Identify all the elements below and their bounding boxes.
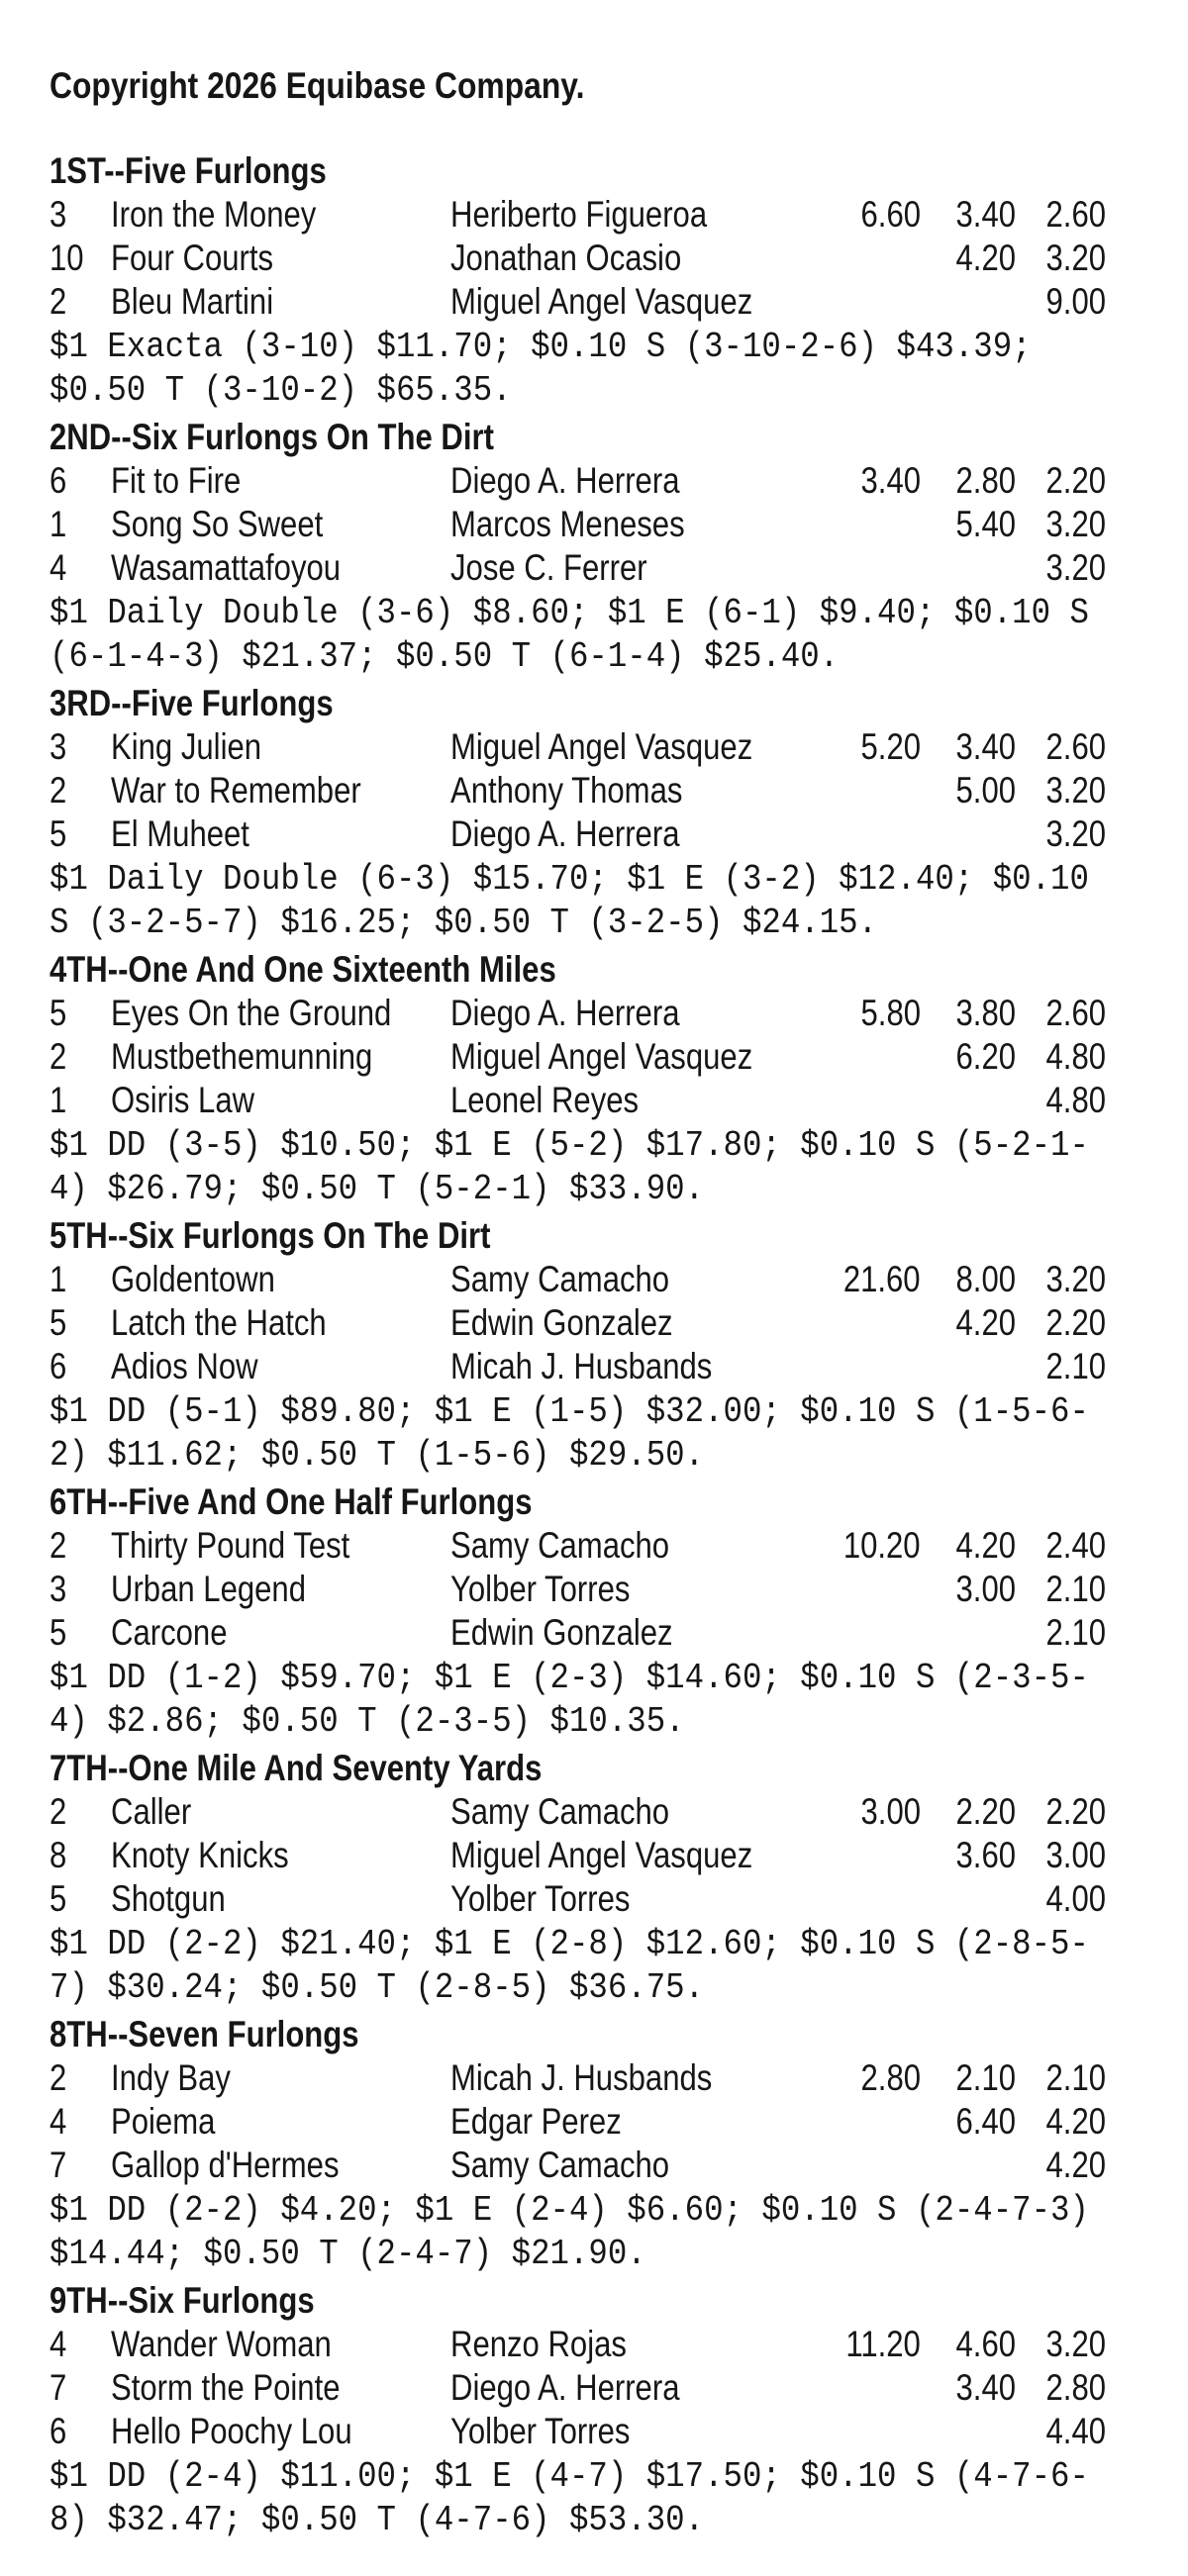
jockey-name: Diego A. Herrera (450, 813, 680, 854)
horse-name: Eyes On the Ground (111, 993, 392, 1033)
horse-name: Carcone (111, 1612, 228, 1653)
race-header: 9TH--Six Furlongs (50, 2280, 315, 2321)
finisher-row (50, 1258, 1188, 1301)
show-payout: 4.20 (1045, 2101, 1106, 2142)
win-payout: 5.20 (860, 726, 921, 767)
horse-name: Goldentown (111, 1259, 275, 1299)
horse-name: Thirty Pound Test (111, 1525, 350, 1566)
place-payout: 5.40 (955, 504, 1016, 544)
race-header: 4TH--One And One Sixteenth Miles (50, 949, 556, 990)
race-block (50, 947, 1188, 1211)
finisher-row (50, 1345, 1188, 1388)
race-header: 2ND--Six Furlongs On The Dirt (50, 417, 494, 457)
jockey-name: Leonel Reyes (450, 1080, 640, 1120)
win-payout: 3.00 (860, 1791, 921, 1832)
jockey-name: Micah J. Husbands (450, 1346, 713, 1386)
finisher-row (50, 992, 1188, 1035)
place-payout: 3.40 (955, 2367, 1016, 2408)
finisher-row (50, 1834, 1188, 1877)
finisher-row (50, 2366, 1188, 2410)
win-payout: 11.20 (845, 2324, 921, 2364)
race-block (50, 2012, 1188, 2276)
place-payout: 4.20 (955, 1525, 1016, 1566)
show-payout: 4.40 (1045, 2411, 1106, 2451)
show-payout: 2.60 (1045, 194, 1106, 235)
post-position: 1 (50, 504, 67, 544)
place-payout: 3.60 (955, 1835, 1016, 1875)
jockey-name: Diego A. Herrera (450, 460, 680, 501)
win-payout: 5.80 (860, 993, 921, 1033)
post-position: 8 (50, 1835, 67, 1875)
horse-name: Fit to Fire (111, 460, 242, 501)
race-header: 7TH--One Mile And Seventy Yards (50, 1748, 543, 1788)
show-payout: 3.20 (1045, 770, 1106, 811)
win-payout: 21.60 (843, 1259, 921, 1299)
race-block (50, 1479, 1188, 1744)
place-payout: 3.40 (955, 726, 1016, 767)
jockey-name: Edwin Gonzalez (450, 1302, 673, 1343)
race-block (50, 1213, 1188, 1478)
jockey-name: Samy Camacho (450, 1259, 670, 1299)
horse-name: Latch the Hatch (111, 1302, 327, 1343)
race-block (50, 1746, 1188, 2010)
jockey-name: Jose C. Ferrer (450, 547, 647, 588)
post-position: 6 (50, 2411, 67, 2451)
post-position: 2 (50, 281, 67, 322)
jockey-name: Jonathan Ocasio (450, 238, 682, 278)
exotic-payoffs: $1 Daily Double (6-3) $15.70; $1 E (3-2) $12.40; $0.10 S (3-2-5-7) $16.25; $0.50 T (3-2-5) $24.15. (50, 859, 1089, 943)
show-payout: 4.20 (1045, 2145, 1106, 2185)
post-position: 4 (50, 547, 67, 588)
post-position: 5 (50, 1612, 67, 1653)
horse-name: Four Courts (111, 238, 274, 278)
horse-name: King Julien (111, 726, 262, 767)
race-results-list (50, 148, 1188, 2542)
race-block (50, 148, 1188, 413)
horse-name: Storm the Pointe (111, 2367, 341, 2408)
show-payout: 2.60 (1045, 726, 1106, 767)
horse-name: Urban Legend (111, 1569, 307, 1609)
horse-name: Hello Poochy Lou (111, 2411, 352, 2451)
finisher-row (50, 1568, 1188, 1611)
finisher-row (50, 2410, 1188, 2453)
place-payout: 3.40 (955, 194, 1016, 235)
post-position: 2 (50, 2057, 67, 2098)
finisher-row (50, 2323, 1188, 2366)
finisher-row (50, 503, 1188, 546)
horse-name: Caller (111, 1791, 192, 1832)
show-payout: 2.10 (1045, 1346, 1106, 1386)
show-payout: 3.20 (1045, 238, 1106, 278)
show-payout: 3.00 (1045, 1835, 1106, 1875)
horse-name: Mustbethemunning (111, 1036, 373, 1077)
finisher-row (50, 193, 1188, 237)
place-payout: 3.80 (955, 993, 1016, 1033)
finisher-row (50, 1079, 1188, 1122)
show-payout: 2.20 (1045, 1302, 1106, 1343)
race-header: 3RD--Five Furlongs (50, 683, 334, 723)
post-position: 5 (50, 1302, 67, 1343)
race-header: 6TH--Five And One Half Furlongs (50, 1481, 533, 1522)
jockey-name: Heriberto Figueroa (450, 194, 708, 235)
jockey-name: Miguel Angel Vasquez (450, 726, 753, 767)
show-payout: 9.00 (1045, 281, 1106, 322)
place-payout: 4.20 (955, 1302, 1016, 1343)
horse-name: Song So Sweet (111, 504, 324, 544)
horse-name: Shotgun (111, 1878, 226, 1919)
post-position: 10 (50, 238, 84, 278)
post-position: 6 (50, 1346, 67, 1386)
exotic-payoffs: $1 DD (3-5) $10.50; $1 E (5-2) $17.80; $0.10 S (5-2-1-4) $26.79; $0.50 T (5-2-1) $33.90. (50, 1125, 1089, 1209)
race-block (50, 2278, 1188, 2542)
horse-name: El Muheet (111, 813, 249, 854)
post-position: 3 (50, 1569, 67, 1609)
exotic-payoffs: $1 DD (2-2) $21.40; $1 E (2-8) $12.60; $0.10 S (2-8-5-7) $30.24; $0.50 T (2-8-5) $36.75. (50, 1924, 1089, 2008)
finisher-row (50, 1877, 1188, 1921)
show-payout: 3.20 (1045, 1259, 1106, 1299)
show-payout: 2.10 (1045, 1569, 1106, 1609)
jockey-name: Edwin Gonzalez (450, 1612, 673, 1653)
horse-name: Wasamattafoyou (111, 547, 342, 588)
show-payout: 2.40 (1045, 1525, 1106, 1566)
place-payout: 6.20 (955, 1036, 1016, 1077)
show-payout: 4.80 (1045, 1036, 1106, 1077)
jockey-name: Marcos Meneses (450, 504, 685, 544)
show-payout: 2.80 (1045, 2367, 1106, 2408)
show-payout: 4.80 (1045, 1080, 1106, 1120)
finisher-row (50, 237, 1188, 280)
post-position: 7 (50, 2145, 67, 2185)
show-payout: 3.20 (1045, 2324, 1106, 2364)
win-payout: 6.60 (860, 194, 921, 235)
race-header: 8TH--Seven Furlongs (50, 2014, 359, 2054)
finisher-row (50, 280, 1188, 324)
jockey-name: Miguel Angel Vasquez (450, 1036, 753, 1077)
finisher-row (50, 769, 1188, 812)
finisher-row (50, 546, 1188, 590)
exotic-payoffs: $1 Daily Double (3-6) $8.60; $1 E (6-1) $9.40; $0.10 S (6-1-4-3) $21.37; $0.50 T (6-1-4) $25.40. (50, 593, 1089, 677)
show-payout: 2.20 (1045, 460, 1106, 501)
win-payout: 3.40 (860, 460, 921, 501)
copyright-line: Copyright 2026 Equibase Company. (50, 65, 585, 106)
show-payout: 2.10 (1045, 1612, 1106, 1653)
post-position: 1 (50, 1080, 67, 1120)
finisher-row (50, 2056, 1188, 2100)
race-header: 1ST--Five Furlongs (50, 150, 327, 191)
post-position: 4 (50, 2101, 67, 2142)
jockey-name: Diego A. Herrera (450, 993, 680, 1033)
horse-name: Knoty Knicks (111, 1835, 289, 1875)
finisher-row (50, 725, 1188, 769)
win-payout: 2.80 (860, 2057, 921, 2098)
place-payout: 2.80 (955, 460, 1016, 501)
jockey-name: Samy Camacho (450, 1525, 670, 1566)
exotic-payoffs: $1 DD (1-2) $59.70; $1 E (2-3) $14.60; $0.10 S (2-3-5-4) $2.86; $0.50 T (2-3-5) $10.35. (50, 1658, 1089, 1742)
place-payout: 2.10 (955, 2057, 1016, 2098)
race-block (50, 415, 1188, 679)
show-payout: 3.20 (1045, 504, 1106, 544)
finisher-row (50, 1790, 1188, 1834)
finisher-row (50, 2144, 1188, 2187)
post-position: 1 (50, 1259, 67, 1299)
horse-name: Iron the Money (111, 194, 317, 235)
jockey-name: Miguel Angel Vasquez (450, 281, 753, 322)
post-position: 2 (50, 1525, 67, 1566)
post-position: 3 (50, 726, 67, 767)
finisher-row (50, 1524, 1188, 1568)
jockey-name: Micah J. Husbands (450, 2057, 713, 2098)
post-position: 4 (50, 2324, 67, 2364)
post-position: 3 (50, 194, 67, 235)
jockey-name: Samy Camacho (450, 1791, 670, 1832)
finisher-row (50, 459, 1188, 503)
race-header: 5TH--Six Furlongs On The Dirt (50, 1215, 491, 1256)
post-position: 5 (50, 1878, 67, 1919)
horse-name: Adios Now (111, 1346, 258, 1386)
place-payout: 2.20 (955, 1791, 1016, 1832)
show-payout: 4.00 (1045, 1878, 1106, 1919)
jockey-name: Yolber Torres (450, 2411, 631, 2451)
horse-name: Indy Bay (111, 2057, 231, 2098)
place-payout: 5.00 (955, 770, 1016, 811)
post-position: 5 (50, 813, 67, 854)
post-position: 5 (50, 993, 67, 1033)
place-payout: 3.00 (955, 1569, 1016, 1609)
show-payout: 2.60 (1045, 993, 1106, 1033)
exotic-payoffs: $1 DD (2-2) $4.20; $1 E (2-4) $6.60; $0.10 S (2-4-7-3) $14.44; $0.50 T (2-4-7) $21.90. (50, 2190, 1089, 2274)
jockey-name: Renzo Rojas (450, 2324, 627, 2364)
exotic-payoffs: $1 DD (5-1) $89.80; $1 E (1-5) $32.00; $0.10 S (1-5-6-2) $11.62; $0.50 T (1-5-6) $29.50. (50, 1391, 1089, 1476)
show-payout: 2.20 (1045, 1791, 1106, 1832)
finisher-row (50, 1035, 1188, 1079)
finisher-row (50, 812, 1188, 856)
exotic-payoffs: $1 Exacta (3-10) $11.70; $0.10 S (3-10-2-6) $43.39; $0.50 T (3-10-2) $65.35. (50, 327, 1032, 411)
jockey-name: Edgar Perez (450, 2101, 622, 2142)
post-position: 2 (50, 770, 67, 811)
horse-name: Wander Woman (111, 2324, 332, 2364)
jockey-name: Yolber Torres (450, 1569, 631, 1609)
place-payout: 4.20 (955, 238, 1016, 278)
jockey-name: Yolber Torres (450, 1878, 631, 1919)
horse-name: Bleu Martini (111, 281, 274, 322)
jockey-name: Anthony Thomas (450, 770, 683, 811)
race-block (50, 681, 1188, 945)
jockey-name: Miguel Angel Vasquez (450, 1835, 753, 1875)
post-position: 6 (50, 460, 67, 501)
horse-name: Gallop d'Hermes (111, 2145, 340, 2185)
horse-name: Poiema (111, 2101, 216, 2142)
post-position: 2 (50, 1036, 67, 1077)
exotic-payoffs: $1 DD (2-4) $11.00; $1 E (4-7) $17.50; $0.10 S (4-7-6-8) $32.47; $0.50 T (4-7-6) $53.30. (50, 2456, 1089, 2540)
jockey-name: Diego A. Herrera (450, 2367, 680, 2408)
show-payout: 3.20 (1045, 547, 1106, 588)
show-payout: 2.10 (1045, 2057, 1106, 2098)
place-payout: 8.00 (955, 1259, 1016, 1299)
finisher-row (50, 1301, 1188, 1345)
post-position: 7 (50, 2367, 67, 2408)
finisher-row (50, 2100, 1188, 2144)
jockey-name: Samy Camacho (450, 2145, 670, 2185)
horse-name: Osiris Law (111, 1080, 255, 1120)
show-payout: 3.20 (1045, 813, 1106, 854)
finisher-row (50, 1611, 1188, 1655)
horse-name: War to Remember (111, 770, 361, 811)
post-position: 2 (50, 1791, 67, 1832)
place-payout: 6.40 (955, 2101, 1016, 2142)
win-payout: 10.20 (843, 1525, 921, 1566)
place-payout: 4.60 (955, 2324, 1016, 2364)
